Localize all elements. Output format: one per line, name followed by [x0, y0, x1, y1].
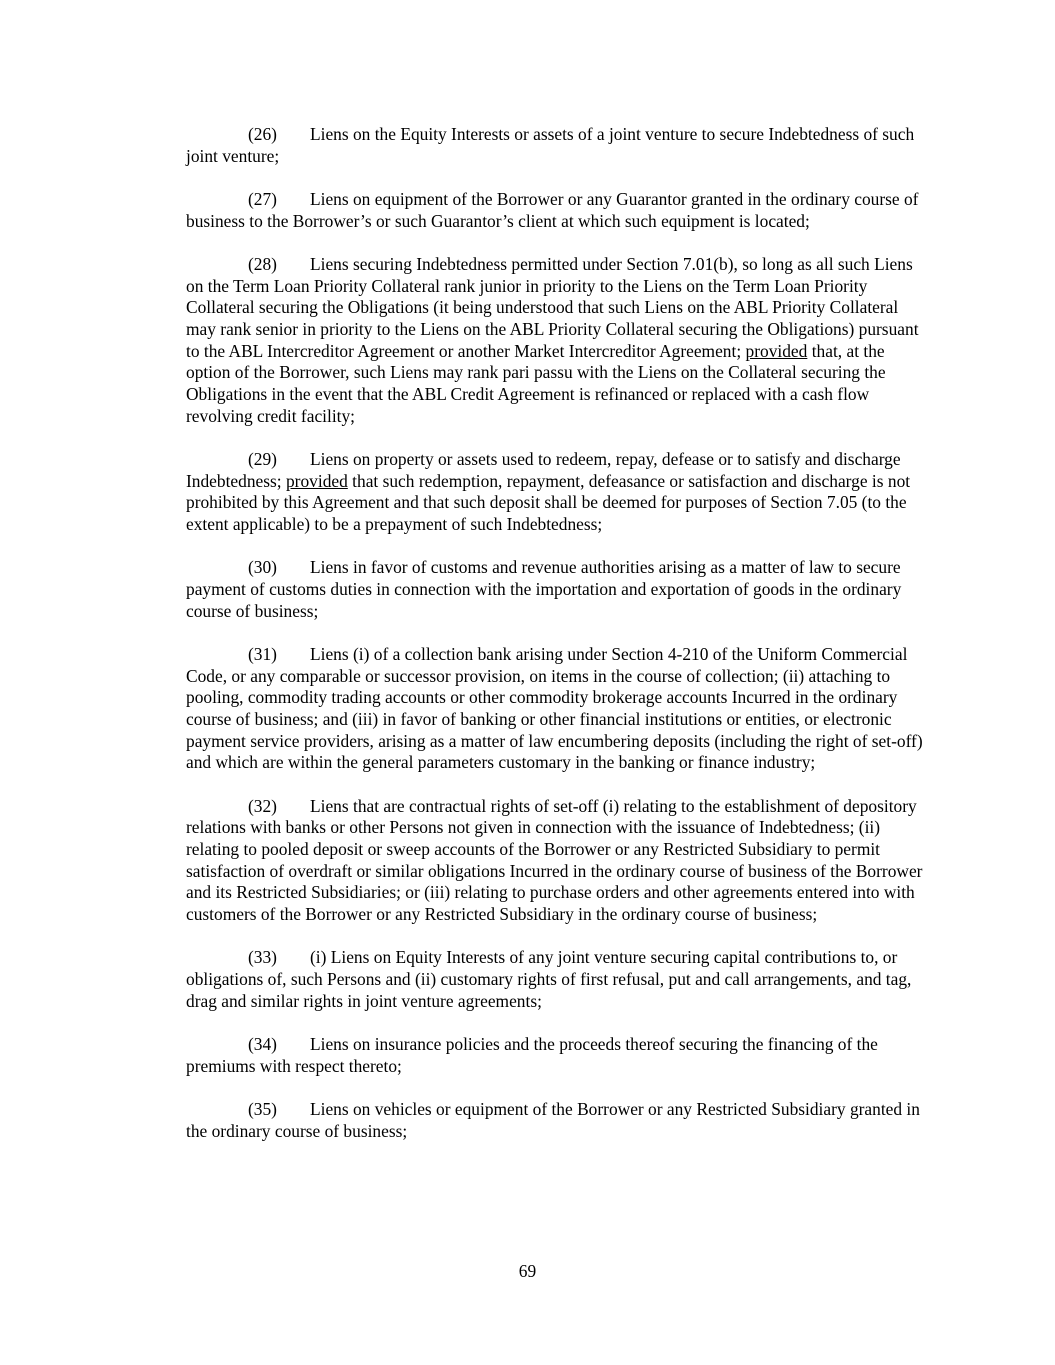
clause-number: (26) [248, 124, 277, 144]
clause-text: Liens on vehicles or equipment of the Borrower or any Restricted Subsidiary granted in the ordinary course of business; [186, 1098, 920, 1141]
provided-underlined: provided [285, 470, 348, 491]
clause-number: (34) [248, 1033, 277, 1054]
clause-27 [186, 189, 928, 232]
clause-number: (32) [248, 795, 277, 816]
clause-number: (30) [248, 557, 277, 578]
clause-text: Liens securing Indebtedness permitted under Section 7.01(b), so long as all such Liens on the Term Loan Priority Collateral rank junior in priority to the Liens on the Term Loan Priority Collateral securing the Obligations (it being understood that such Liens on the ABL Priority Collateral may rank senior in priority to the Liens on the ABL Priority Collateral securing the Obligations) pursuant to the ABL Intercreditor Agreement or another Market Intercreditor Agreement; [186, 253, 919, 361]
clause-text: Liens on equipment of the Borrower or any Guarantor granted in the ordinary course of business to the Borrower’s or such Guarantor’s client at which such equipment is located; [186, 188, 919, 231]
document-body [186, 124, 928, 1164]
clause-text: Liens on insurance policies and the proceeds thereof securing the financing of the premiums with respect thereto; [186, 1033, 878, 1076]
clause-29 [186, 449, 928, 536]
provided-underlined: provided [745, 340, 808, 361]
clause-number: (33) [248, 947, 277, 968]
clause-text-continued: that, at the option of the Borrower, such Liens may rank pari passu with the Liens on the Collateral securing the Obligations in the event that the ABL Credit Agreement is refinanced or replaced with a cash flow revolving credit facility; [186, 340, 886, 426]
clause-text: Liens (i) of a collection bank arising under Section 4-210 of the Uniform Commercial Code, or any comparable or successor provision, on items in the course of collection; (ii) attaching to pooling, commodity trading accounts or other commodity brokerage accounts Incurred in the ordinary course of business; and (iii) in favor of banking or other financial institutions or entities, or electronic payment service providers, arising as a matter of law encumbering deposits (including the right of set-off) and which are within the general parameters customary in the banking or finance industry; [186, 643, 923, 773]
clause-number: (27) [248, 188, 277, 209]
clause-31 [186, 644, 928, 774]
clause-text: Liens on property or assets used to redeem, repay, defease or to satisfy and discharge Indebtedness; [186, 448, 901, 491]
clause-32 [186, 796, 928, 926]
clause-text-continued: that such redemption, repayment, defeasance or satisfaction and discharge is not prohibited by this Agreement and that such deposit shall be deemed for purposes of Section 7.05 (to the extent applicable) to be a prepayment of such Indebtedness; [186, 470, 911, 535]
clause-number: (35) [248, 1098, 277, 1119]
clause-33 [186, 947, 928, 1012]
clause-text: Liens that are contractual rights of set-off (i) relating to the establishment of depository relations with banks or other Persons not given in connection with the issuance of Indebtedness; (ii) relating to pooled deposit or sweep accounts of the Borrower or any Restricted Subsidiary to permit satisfaction of overdraft or similar obligations Incurred in the ordinary course of business of the Borrower and its Restricted Subsidiaries; or (iii) relating to purchase orders and other agreements entered into with customers of the Borrower or any Restricted Subsidiary in the ordinary course of business; [186, 795, 923, 925]
clause-35 [186, 1099, 928, 1142]
clause-text: (i) Liens on Equity Interests of any joint venture securing capital contributions to, or obligations of, such Persons and (ii) customary rights of first refusal, put and call arrangements, and tag, drag and similar rights in joint venture agreements; [186, 947, 912, 1011]
clause-26 [186, 124, 928, 167]
clause-34 [186, 1034, 928, 1077]
clause-number: (29) [248, 448, 277, 469]
clause-30 [186, 557, 928, 622]
clause-text: Liens on the Equity Interests or assets of a joint venture to secure Indebtedness of such joint venture; [186, 124, 915, 166]
clause-number: (31) [248, 643, 277, 664]
clause-text: Liens in favor of customs and revenue authorities arising as a matter of law to secure payment of customs duties in connection with the importation and exportation of goods in the ordinary course of business; [186, 557, 902, 621]
clause-number: (28) [248, 253, 277, 274]
page-number: 69 [518, 1261, 537, 1281]
clause-28 [186, 254, 928, 428]
